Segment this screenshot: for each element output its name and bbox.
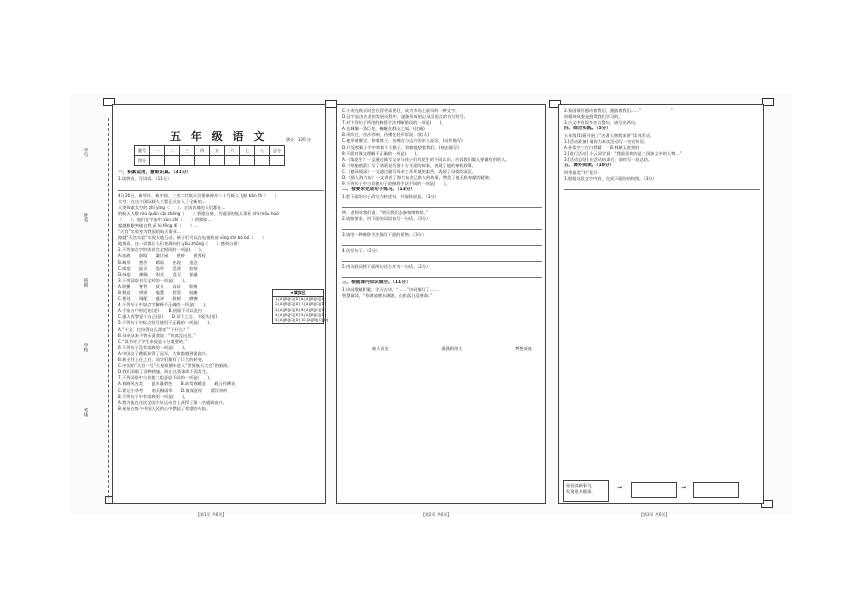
score-header: 二 (165, 146, 180, 156)
question-line: C.中国的“天宫一号”火星探测车进入“世界航天大会”的新闻。 (118, 363, 232, 369)
question-line: 1.根据这段文字内容，完成下面的结构图。（3分） (564, 175, 657, 181)
question-line: C.强人有警觉于自己(意) D.哥于之言，不能失(语) (118, 314, 218, 320)
answer-blank[interactable] (342, 201, 542, 208)
page-2-body (342, 108, 542, 500)
answer-row[interactable]: 4.[A][B][C][D] 9.[A][B][C][D] (275, 312, 326, 317)
page-1-body (118, 170, 329, 502)
score-cell[interactable] (210, 156, 225, 166)
question-line: A.纵横 脊背 拭又 耸耸 欺悔 (118, 283, 198, 289)
question-line: 1.诗词歌赋积累，学习古诗，“……”诗词描写了…… (342, 286, 439, 292)
score-table (134, 145, 285, 166)
question-line: 1.把下面的句子改写为转述句，并保持原意。（3分） (342, 193, 439, 199)
answer-blank[interactable] (342, 239, 542, 246)
question-line: A.春晓风光美 夏乡暮碧色 B.前驾春暖意 截公作撰表 (118, 381, 236, 387)
full-score: 满分：120 分 (286, 137, 311, 142)
question-line: A.千家万户相近处(见) B.剖面不可以乱扫 (118, 308, 203, 314)
score-cell[interactable] (165, 156, 180, 166)
page-footer: 【第2页 共6页】 (421, 512, 452, 517)
question-line: 3.古文中有很多名言警句，请写出两句。 (564, 120, 640, 126)
question-line: C.“读书对于学生来说是十分重要的。” (118, 338, 188, 344)
question-line: 1.[活动准备] 请你为本次活动写一句宣传语。 (564, 138, 648, 144)
section-heading: 一、积累运用，慧眼识真。（31分） (118, 170, 192, 175)
question-line: 的航天人敬 mù quān cǎi zhēng（ ）骄傲自豪，为祖国的航天事业 chí mōu huò (118, 210, 279, 216)
score-header: 五 (210, 146, 225, 156)
question-line: 人类探索太空的 zhǐ yǐng（ ）。全国各地的人们都在... (118, 204, 226, 210)
question-line: A.孙悟空三打白骨精 B.林黛玉进贾府 (564, 144, 640, 150)
question-line: B.惬意 辨别 聪慧 唇窝 脏腑 (118, 290, 198, 295)
score-header: 总分 (270, 146, 285, 156)
question-line: B.母亲从来不曾斥责我说：“你真没出息。” (118, 332, 196, 338)
question-line: 9.下列句子中与其他句子的修辞手法不同的一项是( )。 (342, 181, 450, 187)
score-header: 七 (240, 146, 255, 156)
score-cell[interactable] (150, 156, 165, 166)
score-cell[interactable] (255, 156, 270, 166)
question-line: 8.下列句子中有语病的一项是( )。 (118, 393, 189, 399)
score-cell[interactable] (180, 156, 195, 166)
section-heading: 二、按要求完成句子练习。（13分） (342, 187, 416, 193)
answer-row[interactable]: 2.[A][B][C][D] 7.[A][B][C][D] (275, 302, 326, 307)
answer-blank[interactable] (342, 255, 542, 262)
question-line: 3.下列词语书写全对的一项是( )。 (118, 277, 189, 283)
fill-word: 燕燕相待人 (441, 346, 463, 351)
score-cell[interactable] (270, 156, 285, 166)
question-line: 2.请按要求，用下面的词语各写一句话。（3分） (342, 215, 431, 221)
question-line: D.咏思 瞅瞄 纵比 盘亘 掂量 (118, 271, 198, 277)
question-line: 四季最美“书”花开 (564, 169, 598, 175)
question-line: B.风吹过，沙沙作响，仿佛在轻声诉说。(拟人) (342, 132, 430, 138)
question-line: B.《草船借箭》写了诸葛亮巧借十万支箭的故事，表现了他的神机妙算。 (342, 162, 477, 168)
flow-box-start: 孙叔读新事马， 发现很多趣事。 (563, 480, 609, 502)
question-line: B.畸形 愁苦 晴雨 出现 追念 (118, 259, 198, 265)
question-line: D.《猎人海力布》一文讲述了海力布舍己救人的故事，赞美了他无私奉献的精神。 (342, 175, 494, 181)
question-line: C.威望 捉弄 恐吓 晃荡 狡辩 (118, 265, 198, 271)
binding-strip (80, 118, 109, 498)
side-label: 班级 (83, 278, 88, 287)
answer-blank[interactable] (342, 223, 542, 230)
answer-row[interactable]: 3.[A][B][C][D] 8.[A][B][C][D] (275, 307, 326, 312)
question-line: A.我为能在这次全国少年运动会上获得了第一名感到高兴。 (118, 399, 227, 405)
question-line: 五年级(1)班开展了“名著人物我来讲”读书活动。 (564, 132, 654, 138)
question-line: A.血液 崩塌 谦让闲 供桥 供养权 (118, 253, 206, 259)
arrow-right-icon: → (681, 484, 687, 491)
answer-row[interactable]: 5.[A][B][C][D] 10.[A][B][C][D] (275, 318, 329, 323)
arrow-right-icon: → (617, 484, 623, 491)
question-line: 7.下列词语中与其他三组意思不同的一项是( )。 (118, 375, 214, 381)
answer-box-title: ★填涂区 (273, 290, 323, 297)
score-header: 题号 (135, 146, 150, 156)
question-line: 4月26日，新华社、新中国、三杰二红航天员搭乘神舟二十号载人飞船 bān fā（ ） (118, 192, 279, 198)
question-line: A.中国女子跳板获得了冠军，大家都感到很高兴。 (118, 350, 211, 356)
question-line: B.星星在每个中国人民的心中燃起了希望的火焰。 (118, 405, 211, 411)
score-cell[interactable] (195, 156, 210, 166)
question-line: B.新主任上任之后，同学们都有了巨大的转变。 (118, 357, 206, 363)
question-line: D.我们采取了各种措施，防止这类事故不再发生。 (118, 369, 211, 375)
page-footer: 【第3页 共6页】 (639, 512, 670, 517)
score-header: 四 (195, 146, 210, 156)
answer-row[interactable]: 1.[A][B][C][D] 6.[A][B][C][D] (275, 297, 326, 301)
question-line: C.他举着脚尖，伸着脖子，仿佛在与远方的亲人说话。(动作描写) (342, 138, 463, 144)
side-label: 学校 (83, 343, 88, 352)
question-line: A.长城像一条巨龙，蜿蜒在群山之间。(比喻) (342, 126, 425, 132)
question-line: 8.下面对课文理解不正确的一项是( )。 (342, 150, 421, 156)
page-title: 五 年 级 语 文 (170, 130, 268, 143)
question-line: （ ）。他们在宇宙中 xùn zhǐ（ ）的脚步... (118, 216, 212, 222)
question-line: 4.下列句子中加点字解释不正确的一项是( )。 (118, 302, 210, 308)
question-line: 的精神风貌是值得我们学习的。 (564, 114, 623, 120)
page-3-body (564, 108, 760, 468)
question-line: D.只见那猴子手中拿着个大桃子，狡黠地望着我们。(神态描写) (342, 144, 459, 150)
question-line: 2.[进行活动] 小云同学说：“我最喜欢的是三国演义中的人物…” (564, 150, 682, 156)
answer-blank[interactable] (564, 183, 760, 190)
answer-blank[interactable] (118, 184, 324, 191)
score-header: 三 (180, 146, 195, 156)
flow-box-blank[interactable] (631, 482, 677, 498)
question-line: 5.用关联词将下面两句话合并为一句话。（2分） (342, 264, 431, 270)
question-line: 超越极限突破自我 yī lù fēng dī（ ）... (118, 222, 199, 228)
score-cell[interactable] (240, 156, 255, 166)
score-header: 六 (225, 146, 240, 156)
question-line: C.《慈母情深》一文通过描写母亲工作环境的艰苦，表现了母爱的深沉。 (342, 168, 477, 174)
side-label: 姓名 (83, 213, 88, 222)
question-line: 路越“天宫实验”实现天地互动，新子们可以在电视机前 xīng zhì bó bó（ ） (118, 235, 267, 241)
answer-fill-box (272, 289, 329, 324)
score-row-label: 得分 (135, 156, 150, 166)
question-line: 2.下列加点字的读音完全相同的一项是( )。 (118, 247, 205, 253)
question-line: 3.[活动总结] 在活动结束后，请你写一段总结。 (564, 157, 653, 163)
question-line: C.小麦在秋天时会长得更高更壮，成为市场上最早的一种文字。 (342, 108, 460, 113)
question-line: 例：老师对我们说：“明天我们去参观博物馆。” (342, 209, 428, 215)
question-line: C.紧记小华考 南天桐雨华 D.情深意厚 漂浮奈何 (118, 387, 228, 393)
question-line: 7.对下列句子所用的修辞手法判断错误的一项是( )。 (342, 120, 446, 126)
question-line: A.“小宝，打扮得这么漂亮”“干什么？” (118, 326, 190, 332)
side-label: 学号 (83, 148, 88, 157)
structure-diagram (563, 478, 753, 516)
score-header: 八 (255, 146, 270, 156)
word-row (372, 346, 532, 352)
flow-box-blank[interactable] (693, 482, 739, 498)
question-line: 3.请用一种修辞手法描写下面的景物。（3分） (342, 231, 427, 237)
question-line: 1.读拼音，写词语。（11分） (118, 176, 172, 182)
fill-word: 梦想成真 (515, 346, 532, 351)
question-line: 地观看，这一切都让人们充满向往 yǒu zhōng（ ）感到自豪！ (118, 241, 242, 247)
question-line: 4.仿写句子。（2分） (342, 248, 381, 253)
score-header: 一 (150, 146, 165, 156)
question-line: 2.家国情怀感动着我们，激励着我们……“ ” (564, 108, 673, 113)
fill-word: 新人袁农 (372, 346, 389, 351)
section-heading: 四、综合实践。（5分） (564, 126, 611, 132)
question-line: 太空。在这个国际载人工程正式步入了全新的... (118, 198, 206, 204)
section-heading: 五、课外阅读。（10分） (564, 163, 615, 169)
side-label: 考场 (83, 408, 88, 417)
question-line: 智慧诵读，“草满池塘水满陂，山衔落日浸寒漪。” (342, 292, 433, 298)
section-heading: 三、根据课内知识填空。（11分） (342, 280, 411, 286)
page-footer: 【第1页 共6页】 (196, 512, 227, 517)
answer-blank[interactable] (342, 271, 542, 278)
question-line: C.相处 调配 慈祥 脸颊 磨擦 (118, 296, 198, 302)
question-line: “天宫”实验室为我国的航天事业... (118, 229, 181, 235)
question-line: D.汉字是由古老的发展历程中，逐渐形成的记录汉语言的书写符号。 (342, 114, 468, 120)
score-cell[interactable] (225, 156, 240, 166)
question-line: 5.下列句子中标点符号使用不正确的一项是( )。 (118, 320, 214, 326)
question-line: 6.下列句子没有语病的一项是( )。 (118, 344, 189, 350)
question-line: A.《落花生》一文通过描写父亲与孩子们对花生的不同认识，告诉我们做人要做有用的人。 (342, 156, 510, 162)
